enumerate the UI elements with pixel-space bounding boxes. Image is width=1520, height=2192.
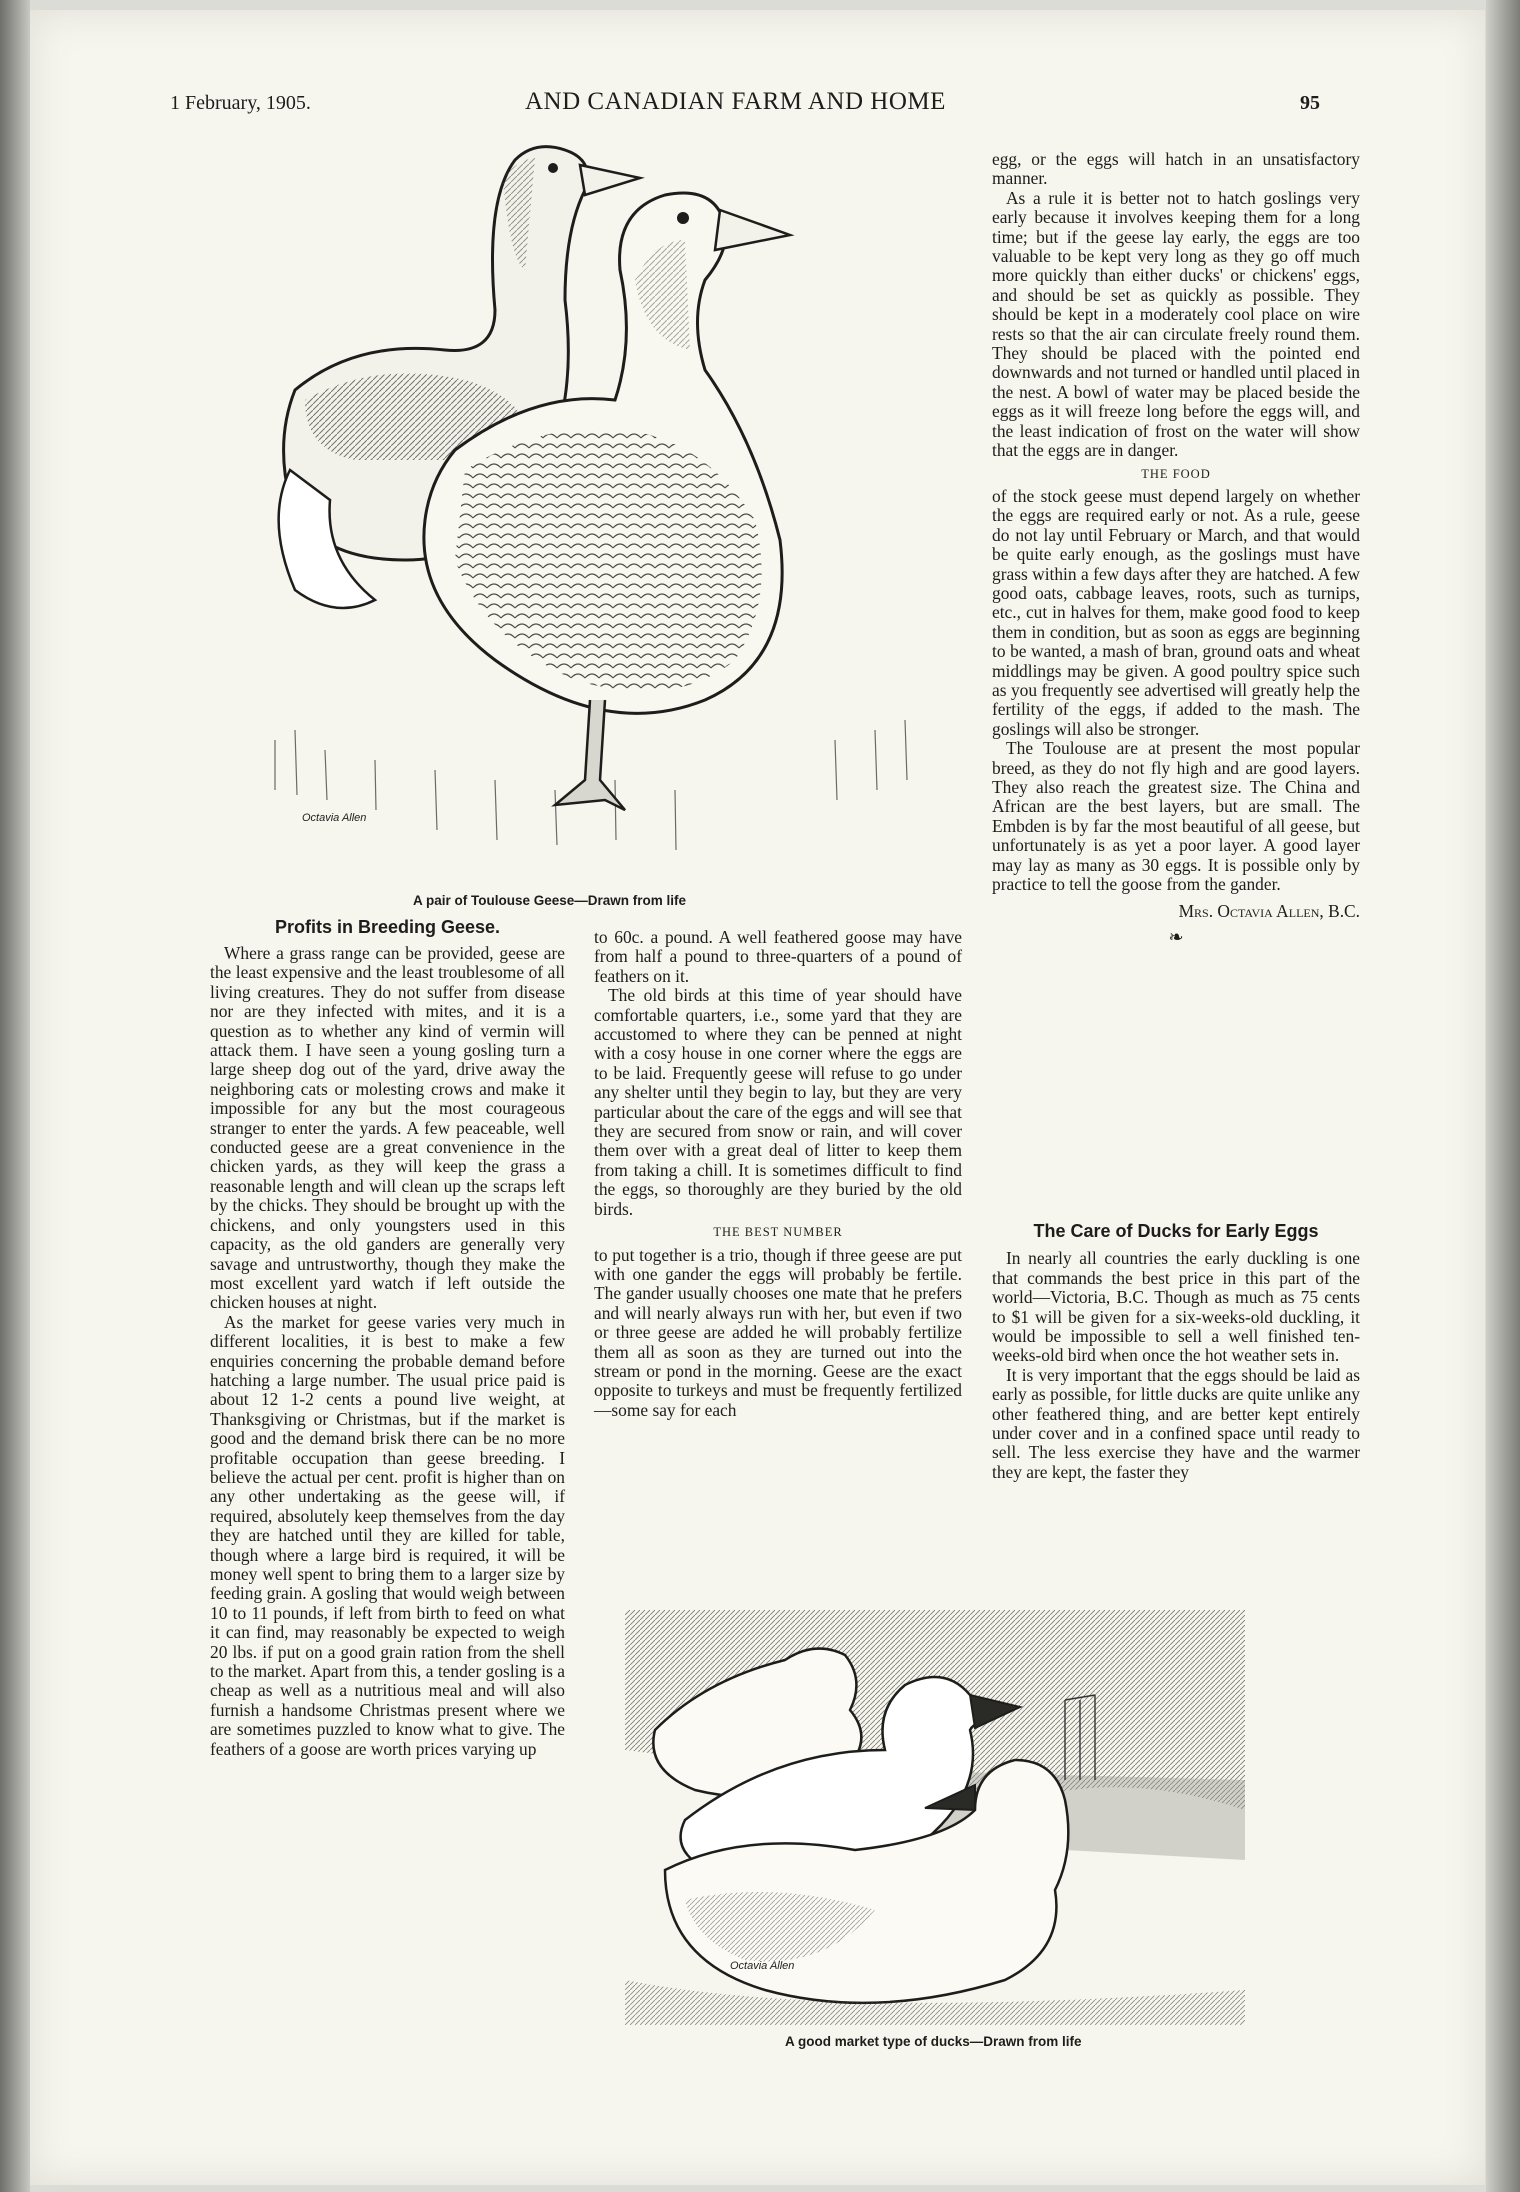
paragraph: of the stock geese must depend largely on whether the eggs are required early or not. As a rule, geese do not lay until February or March, and that would be quite early enough, as the goslings must have grass within a few days after they are hatched. A few good oats, cabbage leaves, roots, such as turnips, etc., cut in halves for them, make good food to keep them in condition, but as soon as eggs are beginning to be wanted, a mash of bran, ground oats and wheat middlings may be given. A good poultry spice such as you frequently see advertised will greatly help the fertility of the eggs, if added to the mash. The goslings will also be stronger. (992, 485, 1360, 739)
paragraph: As a rule it is better not to hatch goslings very early because it involves keeping them for a long time; but if the geese lay early, the eggs are too valuable to be kept very long as they go off much more quickly than either ducks' or chickens' eggs, and should be set as quickly as possible. They should be kept in a moderately cool place on wire rests so that the air can circulate freely round them. They should be placed with the pointed end downwards and not turned or handled until placed in the nest. A bowl of water may be placed beside the eggs as it will freeze long before the eggs will, and the least indication of frost on the water will show that the eggs are in danger. (992, 187, 1360, 461)
ducks-caption: A good market type of ducks—Drawn from life (785, 2034, 1082, 2049)
author-signature: Mrs. Octavia Allen, B.C. (1178, 901, 1360, 922)
article-headline-ducks: The Care of Ducks for Early Eggs (1033, 1221, 1319, 1241)
publication-title: AND CANADIAN FARM AND HOME (525, 88, 946, 115)
page-number: 95 (1300, 92, 1320, 114)
paragraph: It is very important that the eggs should be laid as early as possible, for little ducks are quite unlike any other feathered thing, and are better kept entirely under cover and in a confined space until ready to sell. The less exercise they have and the warmer they are kept, the faster they (992, 1364, 1360, 1482)
paragraph: to 60c. a pound. A well feathered goose may have from half a pound to three-quarters of a pound of feathers on it. (594, 927, 962, 986)
article-column-1 (210, 944, 565, 1759)
article-column-3 (992, 150, 1360, 947)
paragraph: As the market for geese varies very much in different localities, it is best to make a few enquiries concerning the probable demand before hatching a large number. The usual price paid is about 12 1-2 cents a pound live weight, at Thanksgiving or Christmas, but if the market is good and the demand brisk there can be no more profitable occupation than geese breeding. I believe the actual per cent. profit is higher than on any other undertaking as the geese will, if required, absolutely keep themselves from the day they are hatched until they are killed for table, though where a large bird is required, it will be money well spent to bring them to a larger size by feeding grain. A gosling that would weigh between 10 to 11 pounds, if left from birth to feed on what it can find, may reasonably be expected to weigh 20 lbs. if put on a good grain ration from the shell to the market. Apart from this, a tender gosling is a cheap as well as a nutritious meal and will also furnish a handsome Christmas present where we are sometimes puzzled to know what to give. The feathers of a goose are worth prices varying up (210, 1311, 565, 1759)
market-ducks-illustration (625, 1610, 1245, 2025)
page-gutter-left (0, 0, 30, 2192)
paragraph: to put together is a trio, though if three geese are put with one gander the eggs will probably be fertile. The gander usually chooses one mate that he prefers and will nearly always run with her, but even if two or three geese are added he will probably fertilize them all as soon as they are turned out into the stream or pond in the morning. Geese are the exact opposite to turkeys and must be frequently fertilized—some say for each (594, 1244, 962, 1420)
article-headline-geese: Profits in Breeding Geese. (274, 917, 501, 937)
paragraph: egg, or the eggs will hatch in an unsatisfactory manner. (992, 149, 1360, 189)
subhead-best-number: THE BEST NUMBER (713, 1225, 843, 1240)
ducks-artist-signature: Octavia Allen (730, 1960, 795, 1972)
geese-artist-signature: Octavia Allen (302, 812, 367, 824)
ornament-icon: ❧ (1168, 926, 1184, 947)
page-gutter-right (1486, 0, 1520, 2192)
paragraph: Where a grass range can be provided, geese are the least expensive and the least troublesome of all living creatures. They do not suffer from disease nor are they infected with mites, and it is a question as to whether any kind of vermin will attack them. I have seen a young gosling turn a large sheep dog out of the yard, drive away the neighboring cats or molesting crows and make it impossible for any but the most courageous stranger to enter the yards. A few peaceable, well conducted geese are a great convenience in the chicken yards, as they will keep the grass a reasonable length and will clean up the scraps left by the chicks. They should be brought up with the chickens, and only youngsters used in this capacity, as the old ganders are generally very savage and untrustworthy, though they make the most excellent yard watch if left outside the chicken houses at night. (210, 943, 565, 1313)
article-ducks (992, 1222, 1360, 1482)
paragraph: The Toulouse are at present the most popular breed, as they do not fly high and are good layers. They also reach the greatest size. The China and African are the best layers, but are small. The Embden is by far the most beautiful of all geese, but unfortunately is as yet a poor layer. A good layer may lay as many as 30 eggs. It is possible only by practice to tell the goose from the gander. (992, 738, 1360, 895)
paragraph: In nearly all countries the early duckling is one that commands the best price in this part of the world—Victoria, B.C. Though as much as 75 cents to $1 will be given for a six-weeks-old duckling, it would be impossible to sell a well finished ten-weeks-old bird when once the hot weather sets in. (992, 1248, 1360, 1366)
subhead-the-food: THE FOOD (1141, 466, 1211, 481)
geese-caption: A pair of Toulouse Geese—Drawn from life (413, 893, 687, 908)
paragraph: The old birds at this time of year should have comfortable quarters, i.e., some yard that they are accustomed to where they can be penned at night with a cosy house in one corner where the eggs are to be laid. Frequently geese will refuse to go under any shelter until they begin to lay, but they are very particular about the care of the eggs and will see that they are secured from snow or rain, and will cover them over with a great deal of litter to keep them from taking a chill. It is sometimes difficult to find the eggs, so thoroughly are they buried by the old birds. (594, 985, 962, 1219)
article-column-2 (594, 928, 962, 1420)
toulouse-geese-illustration (235, 140, 955, 885)
issue-date: 1 February, 1905. (170, 92, 311, 114)
